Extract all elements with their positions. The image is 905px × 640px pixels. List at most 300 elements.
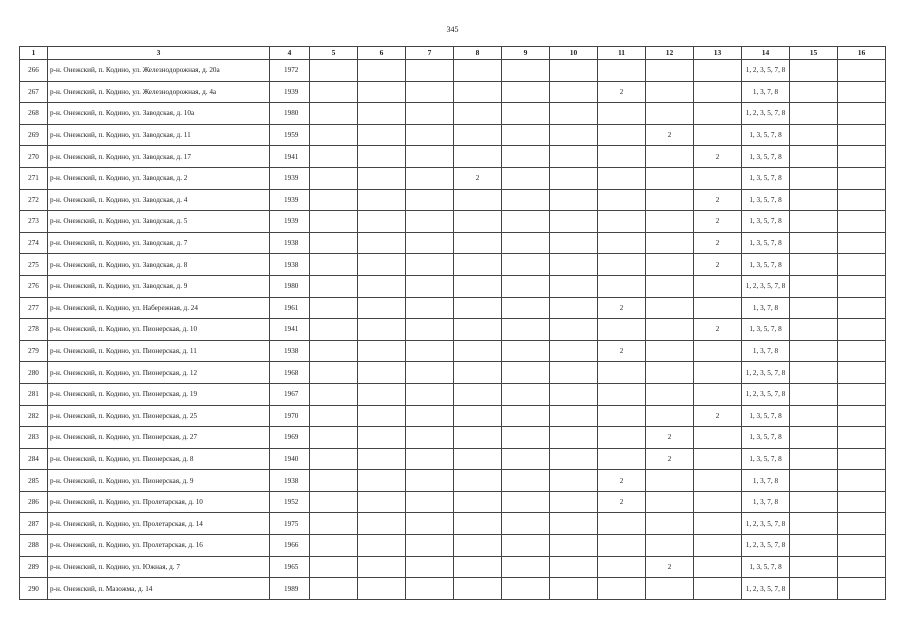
cell-c7 <box>406 427 454 449</box>
cell-c6 <box>358 232 406 254</box>
cell-c13 <box>694 167 742 189</box>
cell-c8 <box>454 81 502 103</box>
cell-n: 276 <box>20 275 48 297</box>
cell-c16 <box>838 405 886 427</box>
cell-c5 <box>310 232 358 254</box>
cell-c10 <box>550 60 598 82</box>
cell-c13: 2 <box>694 189 742 211</box>
cell-c7 <box>406 470 454 492</box>
column-header-5: 5 <box>310 47 358 60</box>
cell-c7 <box>406 340 454 362</box>
cell-c14: 1, 2, 3, 5, 7, 8 <box>742 103 790 125</box>
cell-addr: р-н. Онежский, п. Кодино, ул. Заводская, д. 2 <box>48 167 270 189</box>
cell-c15 <box>790 167 838 189</box>
cell-addr: р-н. Онежский, п. Кодино, ул. Заводская, д. 8 <box>48 254 270 276</box>
column-header-7: 7 <box>406 47 454 60</box>
cell-c9 <box>502 362 550 384</box>
cell-c15 <box>790 189 838 211</box>
cell-c13 <box>694 275 742 297</box>
cell-c12 <box>646 470 694 492</box>
cell-c6 <box>358 254 406 276</box>
cell-c5 <box>310 362 358 384</box>
cell-c6 <box>358 535 406 557</box>
cell-n: 287 <box>20 513 48 535</box>
cell-n: 289 <box>20 556 48 578</box>
cell-c13: 2 <box>694 146 742 168</box>
cell-year: 1938 <box>270 470 310 492</box>
cell-c10 <box>550 297 598 319</box>
cell-c13 <box>694 535 742 557</box>
cell-c14: 1, 3, 5, 7, 8 <box>742 427 790 449</box>
cell-c5 <box>310 535 358 557</box>
column-header-9: 9 <box>502 47 550 60</box>
table-row <box>20 275 886 297</box>
header-row <box>20 47 886 60</box>
cell-c14: 1, 3, 7, 8 <box>742 491 790 513</box>
cell-c13 <box>694 513 742 535</box>
table-row <box>20 81 886 103</box>
cell-c10 <box>550 146 598 168</box>
cell-c5 <box>310 405 358 427</box>
cell-c9 <box>502 470 550 492</box>
cell-c15 <box>790 211 838 233</box>
cell-addr: р-н. Онежский, п. Кодино, ул. Заводская, д. 5 <box>48 211 270 233</box>
cell-c9 <box>502 427 550 449</box>
cell-c6 <box>358 427 406 449</box>
cell-addr: р-н. Онежский, п. Кодино, ул. Заводская, д. 11 <box>48 124 270 146</box>
cell-c9 <box>502 60 550 82</box>
cell-c16 <box>838 211 886 233</box>
cell-c9 <box>502 103 550 125</box>
cell-c8 <box>454 578 502 600</box>
cell-c15 <box>790 319 838 341</box>
cell-c12 <box>646 211 694 233</box>
cell-year: 1940 <box>270 448 310 470</box>
cell-c12 <box>646 319 694 341</box>
cell-c14: 1, 3, 5, 7, 8 <box>742 319 790 341</box>
table-row <box>20 556 886 578</box>
cell-c11 <box>598 362 646 384</box>
cell-c10 <box>550 167 598 189</box>
cell-c5 <box>310 124 358 146</box>
cell-c9 <box>502 211 550 233</box>
cell-year: 1938 <box>270 254 310 276</box>
cell-c16 <box>838 491 886 513</box>
cell-c10 <box>550 211 598 233</box>
cell-c8 <box>454 383 502 405</box>
cell-c16 <box>838 60 886 82</box>
cell-c7 <box>406 405 454 427</box>
cell-c16 <box>838 232 886 254</box>
table-row <box>20 340 886 362</box>
cell-c15 <box>790 275 838 297</box>
cell-c9 <box>502 232 550 254</box>
cell-c15 <box>790 124 838 146</box>
cell-c12 <box>646 167 694 189</box>
cell-c5 <box>310 556 358 578</box>
cell-n: 274 <box>20 232 48 254</box>
column-header-16: 16 <box>838 47 886 60</box>
cell-c12 <box>646 254 694 276</box>
cell-c9 <box>502 491 550 513</box>
column-header-4: 4 <box>270 47 310 60</box>
cell-c12 <box>646 81 694 103</box>
cell-year: 1980 <box>270 103 310 125</box>
cell-c13: 2 <box>694 405 742 427</box>
cell-c15 <box>790 578 838 600</box>
cell-c14: 1, 3, 5, 7, 8 <box>742 146 790 168</box>
cell-c12 <box>646 340 694 362</box>
cell-addr: р-н. Онежский, п. Кодино, ул. Пролетарская, д. 14 <box>48 513 270 535</box>
cell-addr: р-н. Онежский, п. Кодино, ул. Заводская, д. 10а <box>48 103 270 125</box>
cell-c13 <box>694 124 742 146</box>
cell-addr: р-н. Онежский, п. Кодино, ул. Железнодорожная, д. 4а <box>48 81 270 103</box>
table-row <box>20 124 886 146</box>
cell-c10 <box>550 189 598 211</box>
cell-c12 <box>646 383 694 405</box>
cell-year: 1952 <box>270 491 310 513</box>
cell-c7 <box>406 211 454 233</box>
cell-c8 <box>454 405 502 427</box>
cell-year: 1972 <box>270 60 310 82</box>
cell-c7 <box>406 189 454 211</box>
cell-c14: 1, 3, 7, 8 <box>742 297 790 319</box>
cell-c11: 2 <box>598 340 646 362</box>
column-header-11: 11 <box>598 47 646 60</box>
cell-c15 <box>790 232 838 254</box>
cell-addr: р-н. Онежский, п. Кодино, ул. Заводская, д. 4 <box>48 189 270 211</box>
cell-c16 <box>838 254 886 276</box>
table-row <box>20 470 886 492</box>
cell-c5 <box>310 60 358 82</box>
cell-c5 <box>310 103 358 125</box>
table-row <box>20 232 886 254</box>
cell-c10 <box>550 232 598 254</box>
cell-c10 <box>550 340 598 362</box>
cell-c10 <box>550 383 598 405</box>
table-row <box>20 513 886 535</box>
cell-c11 <box>598 189 646 211</box>
cell-c14: 1, 3, 7, 8 <box>742 470 790 492</box>
cell-c11 <box>598 427 646 449</box>
cell-year: 1967 <box>270 383 310 405</box>
cell-c5 <box>310 340 358 362</box>
cell-c12 <box>646 405 694 427</box>
cell-c8 <box>454 491 502 513</box>
cell-c16 <box>838 470 886 492</box>
cell-c12 <box>646 297 694 319</box>
column-header-3: 3 <box>48 47 270 60</box>
cell-c15 <box>790 297 838 319</box>
cell-c6 <box>358 405 406 427</box>
cell-c15 <box>790 146 838 168</box>
cell-c8: 2 <box>454 167 502 189</box>
cell-c11 <box>598 275 646 297</box>
cell-c13 <box>694 491 742 513</box>
cell-c6 <box>358 60 406 82</box>
cell-c10 <box>550 427 598 449</box>
cell-addr: р-н. Онежский, п. Кодино, ул. Пионерская, д. 8 <box>48 448 270 470</box>
cell-n: 281 <box>20 383 48 405</box>
cell-c6 <box>358 211 406 233</box>
cell-n: 268 <box>20 103 48 125</box>
cell-c7 <box>406 60 454 82</box>
table-row <box>20 254 886 276</box>
cell-c11: 2 <box>598 491 646 513</box>
cell-n: 283 <box>20 427 48 449</box>
cell-year: 1966 <box>270 535 310 557</box>
cell-c6 <box>358 146 406 168</box>
cell-addr: р-н. Онежский, п. Кодино, ул. Южная, д. 7 <box>48 556 270 578</box>
cell-addr: р-н. Онежский, п. Кодино, ул. Пионерская, д. 19 <box>48 383 270 405</box>
cell-c12 <box>646 275 694 297</box>
cell-c14: 1, 3, 5, 7, 8 <box>742 556 790 578</box>
cell-c6 <box>358 362 406 384</box>
cell-c6 <box>358 124 406 146</box>
cell-c10 <box>550 254 598 276</box>
cell-addr: р-н. Онежский, п. Кодино, ул. Пионерская, д. 12 <box>48 362 270 384</box>
cell-c13 <box>694 448 742 470</box>
cell-c9 <box>502 383 550 405</box>
cell-c5 <box>310 578 358 600</box>
cell-c8 <box>454 211 502 233</box>
cell-c11 <box>598 383 646 405</box>
cell-n: 275 <box>20 254 48 276</box>
cell-c16 <box>838 189 886 211</box>
cell-c7 <box>406 556 454 578</box>
cell-c15 <box>790 470 838 492</box>
cell-c16 <box>838 448 886 470</box>
cell-c5 <box>310 254 358 276</box>
cell-c15 <box>790 362 838 384</box>
cell-n: 290 <box>20 578 48 600</box>
cell-c12 <box>646 491 694 513</box>
cell-year: 1938 <box>270 340 310 362</box>
cell-c12 <box>646 103 694 125</box>
cell-c13 <box>694 470 742 492</box>
cell-c10 <box>550 535 598 557</box>
table-row <box>20 211 886 233</box>
cell-c6 <box>358 319 406 341</box>
cell-c15 <box>790 448 838 470</box>
table-row <box>20 448 886 470</box>
cell-c5 <box>310 81 358 103</box>
cell-c11 <box>598 146 646 168</box>
table-row <box>20 319 886 341</box>
cell-c11 <box>598 124 646 146</box>
cell-c10 <box>550 275 598 297</box>
cell-n: 278 <box>20 319 48 341</box>
cell-c9 <box>502 448 550 470</box>
cell-c15 <box>790 427 838 449</box>
cell-c8 <box>454 189 502 211</box>
cell-c5 <box>310 448 358 470</box>
cell-n: 279 <box>20 340 48 362</box>
column-header-12: 12 <box>646 47 694 60</box>
cell-year: 1939 <box>270 189 310 211</box>
cell-c5 <box>310 513 358 535</box>
cell-c8 <box>454 556 502 578</box>
cell-c7 <box>406 124 454 146</box>
table-row <box>20 297 886 319</box>
table-row <box>20 383 886 405</box>
cell-c16 <box>838 167 886 189</box>
cell-c14: 1, 3, 7, 8 <box>742 340 790 362</box>
column-header-6: 6 <box>358 47 406 60</box>
cell-addr: р-н. Онежский, п. Кодино, ул. Заводская, д. 9 <box>48 275 270 297</box>
cell-c15 <box>790 556 838 578</box>
cell-c15 <box>790 383 838 405</box>
cell-c5 <box>310 427 358 449</box>
cell-c9 <box>502 124 550 146</box>
cell-c8 <box>454 275 502 297</box>
cell-c8 <box>454 254 502 276</box>
cell-c13 <box>694 383 742 405</box>
cell-c9 <box>502 275 550 297</box>
cell-c9 <box>502 167 550 189</box>
cell-c16 <box>838 81 886 103</box>
cell-c14: 1, 3, 5, 7, 8 <box>742 232 790 254</box>
cell-addr: р-н. Онежский, п. Кодино, ул. Набережная, д. 24 <box>48 297 270 319</box>
table-row <box>20 60 886 82</box>
cell-c14: 1, 2, 3, 5, 7, 8 <box>742 578 790 600</box>
cell-c8 <box>454 470 502 492</box>
cell-c6 <box>358 103 406 125</box>
cell-c7 <box>406 448 454 470</box>
column-header-13: 13 <box>694 47 742 60</box>
cell-c11 <box>598 556 646 578</box>
cell-year: 1980 <box>270 275 310 297</box>
cell-c5 <box>310 167 358 189</box>
cell-c6 <box>358 448 406 470</box>
cell-c12 <box>646 146 694 168</box>
cell-c13 <box>694 362 742 384</box>
cell-c11 <box>598 254 646 276</box>
cell-c11 <box>598 319 646 341</box>
cell-c10 <box>550 491 598 513</box>
cell-c7 <box>406 535 454 557</box>
cell-year: 1965 <box>270 556 310 578</box>
cell-year: 1969 <box>270 427 310 449</box>
cell-c7 <box>406 146 454 168</box>
cell-n: 282 <box>20 405 48 427</box>
cell-n: 277 <box>20 297 48 319</box>
table-row <box>20 167 886 189</box>
cell-c16 <box>838 319 886 341</box>
cell-year: 1970 <box>270 405 310 427</box>
cell-year: 1989 <box>270 578 310 600</box>
cell-c16 <box>838 362 886 384</box>
cell-c14: 1, 2, 3, 5, 7, 8 <box>742 383 790 405</box>
cell-c10 <box>550 362 598 384</box>
cell-c10 <box>550 319 598 341</box>
cell-c6 <box>358 513 406 535</box>
cell-c5 <box>310 297 358 319</box>
cell-c5 <box>310 189 358 211</box>
cell-c7 <box>406 578 454 600</box>
cell-year: 1961 <box>270 297 310 319</box>
cell-c9 <box>502 297 550 319</box>
cell-c15 <box>790 513 838 535</box>
cell-c9 <box>502 340 550 362</box>
cell-c7 <box>406 383 454 405</box>
cell-c8 <box>454 448 502 470</box>
cell-c5 <box>310 470 358 492</box>
table-row <box>20 491 886 513</box>
cell-c14: 1, 2, 3, 5, 7, 8 <box>742 535 790 557</box>
cell-n: 280 <box>20 362 48 384</box>
cell-c11 <box>598 448 646 470</box>
cell-addr: р-н. Онежский, п. Кодино, ул. Пролетарская, д. 16 <box>48 535 270 557</box>
cell-c13 <box>694 556 742 578</box>
cell-c12 <box>646 232 694 254</box>
cell-addr: р-н. Онежский, п. Кодино, ул. Пионерская, д. 10 <box>48 319 270 341</box>
cell-n: 271 <box>20 167 48 189</box>
cell-n: 284 <box>20 448 48 470</box>
cell-c5 <box>310 491 358 513</box>
cell-c8 <box>454 535 502 557</box>
housing-registry-table <box>19 46 886 600</box>
cell-c12 <box>646 578 694 600</box>
cell-addr: р-н. Онежский, п. Кодино, ул. Пролетарская, д. 10 <box>48 491 270 513</box>
table-row <box>20 103 886 125</box>
cell-c7 <box>406 319 454 341</box>
cell-c9 <box>502 535 550 557</box>
cell-year: 1939 <box>270 211 310 233</box>
cell-c10 <box>550 405 598 427</box>
cell-c12: 2 <box>646 427 694 449</box>
cell-year: 1959 <box>270 124 310 146</box>
cell-c11 <box>598 405 646 427</box>
cell-c11 <box>598 232 646 254</box>
cell-n: 285 <box>20 470 48 492</box>
cell-c9 <box>502 189 550 211</box>
cell-c13 <box>694 81 742 103</box>
cell-c10 <box>550 556 598 578</box>
cell-c12: 2 <box>646 556 694 578</box>
cell-c13: 2 <box>694 254 742 276</box>
cell-c15 <box>790 81 838 103</box>
cell-addr: р-н. Онежский, п. Кодино, ул. Пионерская, д. 27 <box>48 427 270 449</box>
cell-c6 <box>358 189 406 211</box>
cell-c12 <box>646 535 694 557</box>
cell-n: 266 <box>20 60 48 82</box>
cell-c11 <box>598 578 646 600</box>
cell-c10 <box>550 124 598 146</box>
cell-c7 <box>406 232 454 254</box>
cell-c13 <box>694 60 742 82</box>
cell-c12 <box>646 60 694 82</box>
cell-c8 <box>454 427 502 449</box>
cell-c14: 1, 3, 5, 7, 8 <box>742 167 790 189</box>
cell-addr: р-н. Онежский, п. Кодино, ул. Пионерская, д. 9 <box>48 470 270 492</box>
cell-c6 <box>358 491 406 513</box>
column-header-15: 15 <box>790 47 838 60</box>
cell-c16 <box>838 578 886 600</box>
cell-c15 <box>790 491 838 513</box>
cell-year: 1941 <box>270 146 310 168</box>
column-header-8: 8 <box>454 47 502 60</box>
cell-c9 <box>502 578 550 600</box>
cell-c6 <box>358 383 406 405</box>
cell-c14: 1, 3, 5, 7, 8 <box>742 405 790 427</box>
cell-c11 <box>598 60 646 82</box>
cell-n: 288 <box>20 535 48 557</box>
cell-c13 <box>694 578 742 600</box>
cell-c16 <box>838 535 886 557</box>
cell-c7 <box>406 81 454 103</box>
cell-c10 <box>550 513 598 535</box>
